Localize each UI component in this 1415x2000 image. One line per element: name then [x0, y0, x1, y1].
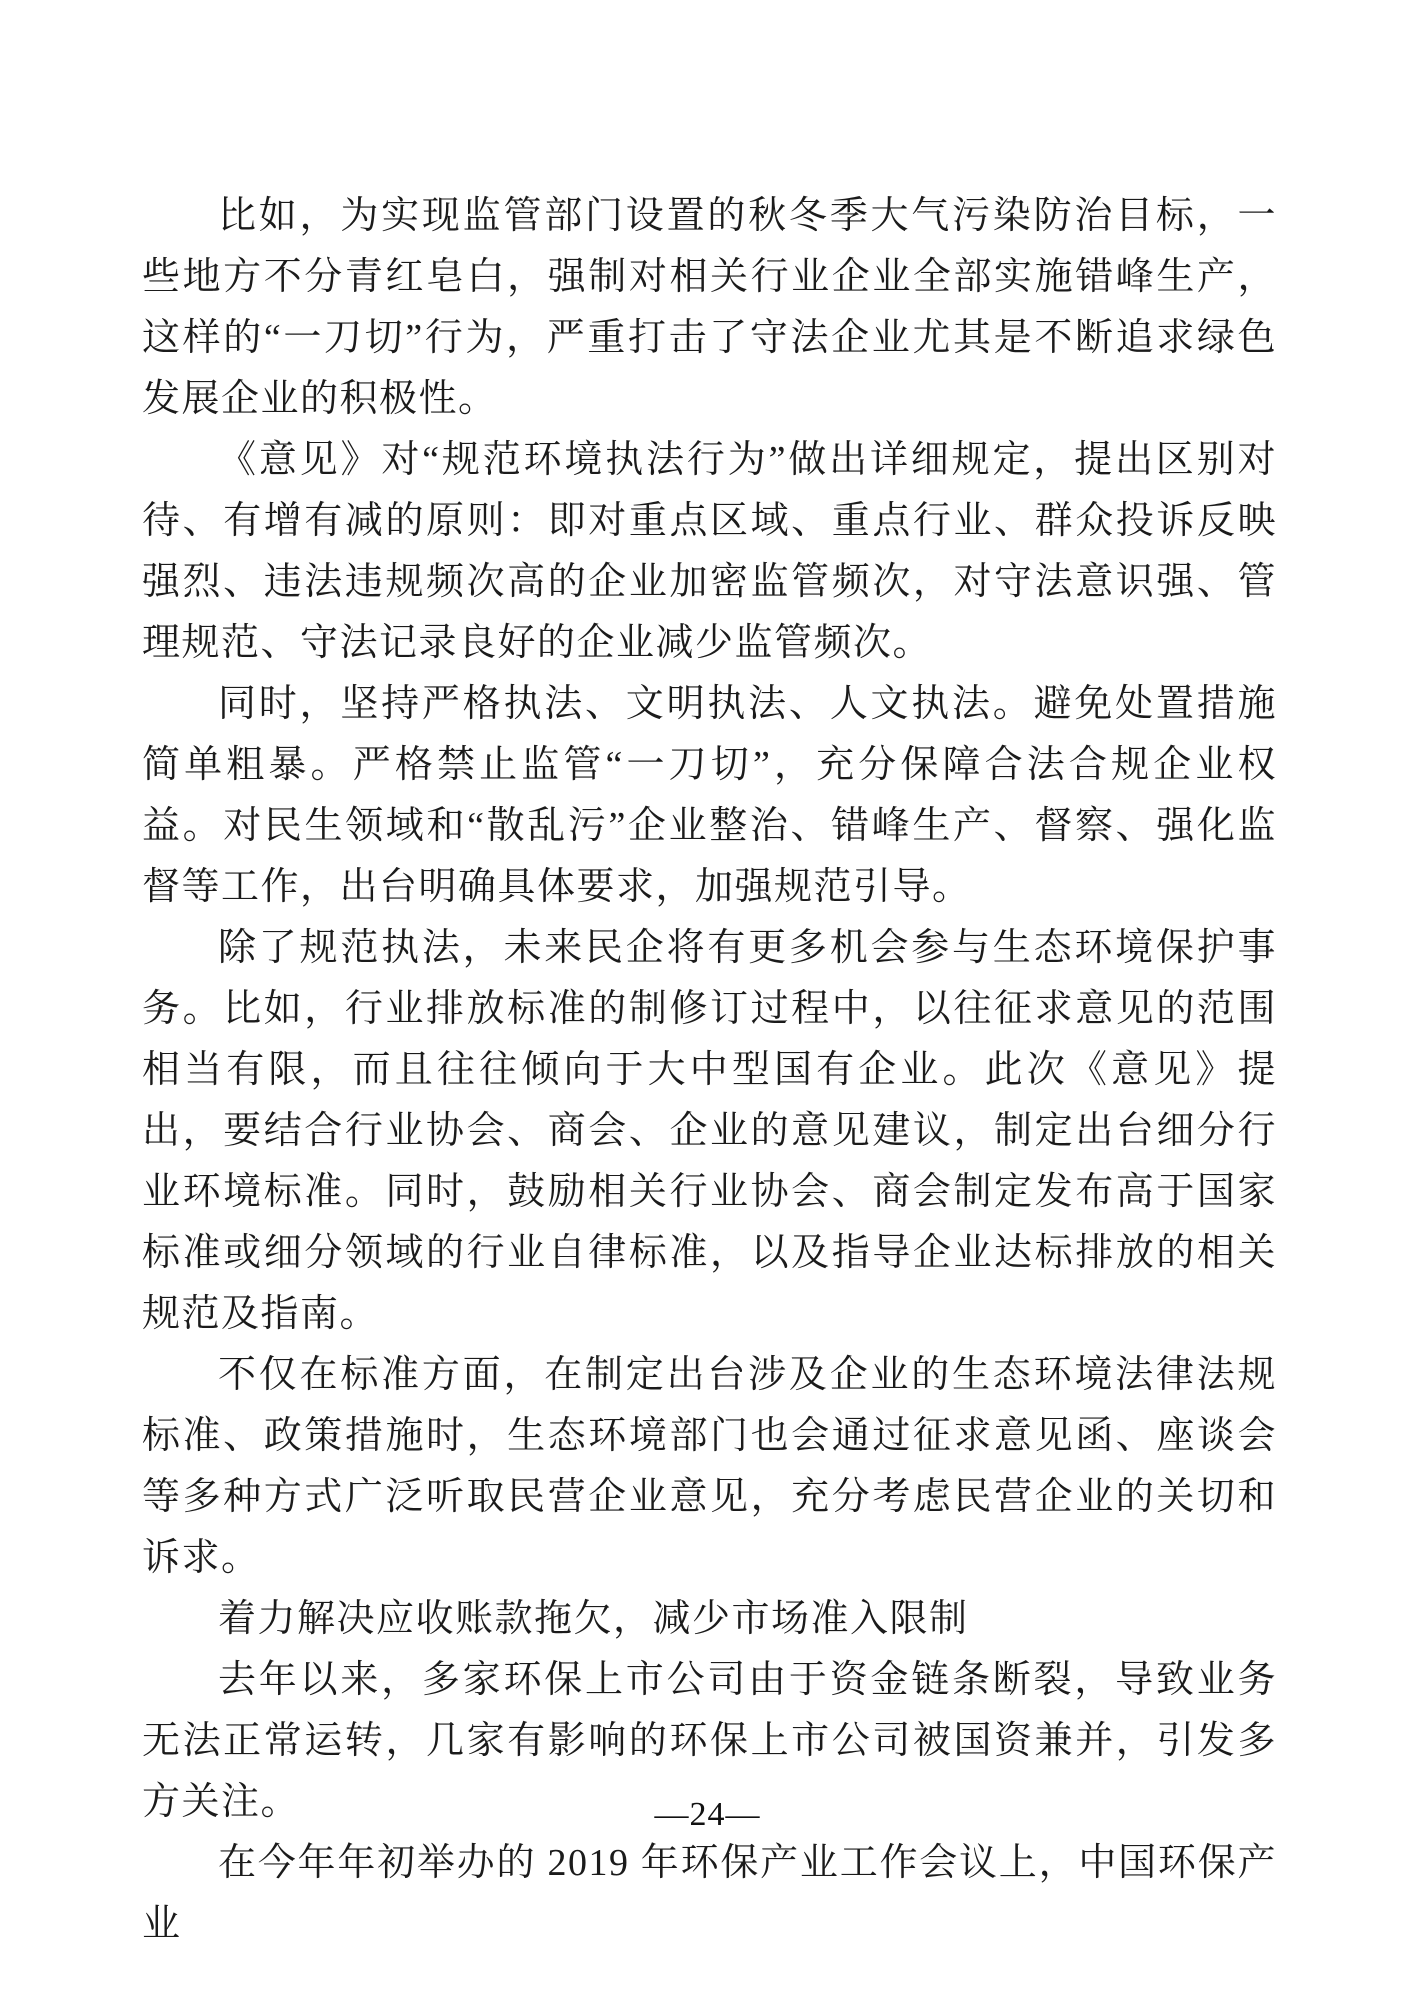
- paragraph: 不仅在标准方面，在制定出台涉及企业的生态环境法律法规标准、政策措施时，生态环境部门也会通过征求意见函、座谈会等多种方式广泛听取民营企业意见，充分考虑民营企业的关切和诉求。: [142, 1354, 1277, 1579]
- paragraph: 《意见》对“规范环境执法行为”做出详细规定，提出区别对待、有增有减的原则：即对重点区域、重点行业、群众投诉反映强烈、违法违规频次高的企业加密监管频次，对守法意识强、管理规范、守法记录良好的企业减少监管频次。: [142, 439, 1277, 664]
- paragraph: 除了规范执法，未来民企将有更多机会参与生态环境保护事务。比如，行业排放标准的制修订过程中，以往征求意见的范围相当有限，而且往往倾向于大中型国有企业。此次《意见》提出，要结合行业协会、商会、企业的意见建议，制定出台细分行业环境标准。同时，鼓励相关行业协会、商会制定发布高于国家标准或细分领域的行业自律标准，以及指导企业达标排放的相关规范及指南。: [142, 927, 1277, 1335]
- page-number: —24—: [654, 1796, 761, 1833]
- paragraph: 同时，坚持严格执法、文明执法、人文执法。避免处置措施简单粗暴。严格禁止监管“一刀切”，充分保障合法合规企业权益。对民生领域和“散乱污”企业整治、错峰生产、督察、强化监督等工作，出台明确具体要求，加强规范引导。: [142, 683, 1277, 908]
- paragraph: 比如，为实现监管部门设置的秋冬季大气污染防治目标，一些地方不分青红皂白，强制对相关行业企业全部实施错峰生产，这样的“一刀切”行为，严重打击了守法企业尤其是不断追求绿色发展企业的积极性。: [142, 195, 1277, 420]
- section-heading: 着力解决应收账款拖欠，减少市场准入限制: [218, 1598, 969, 1640]
- paragraph: 去年以来，多家环保上市公司由于资金链条断裂，导致业务无法正常运转，几家有影响的环保上市公司被国资兼并，引发多方关注。: [142, 1659, 1277, 1823]
- paragraph: 在今年年初举办的 2019 年环保产业工作会议上，中国环保产业: [142, 1842, 1277, 1945]
- text-block: [142, 186, 1277, 1955]
